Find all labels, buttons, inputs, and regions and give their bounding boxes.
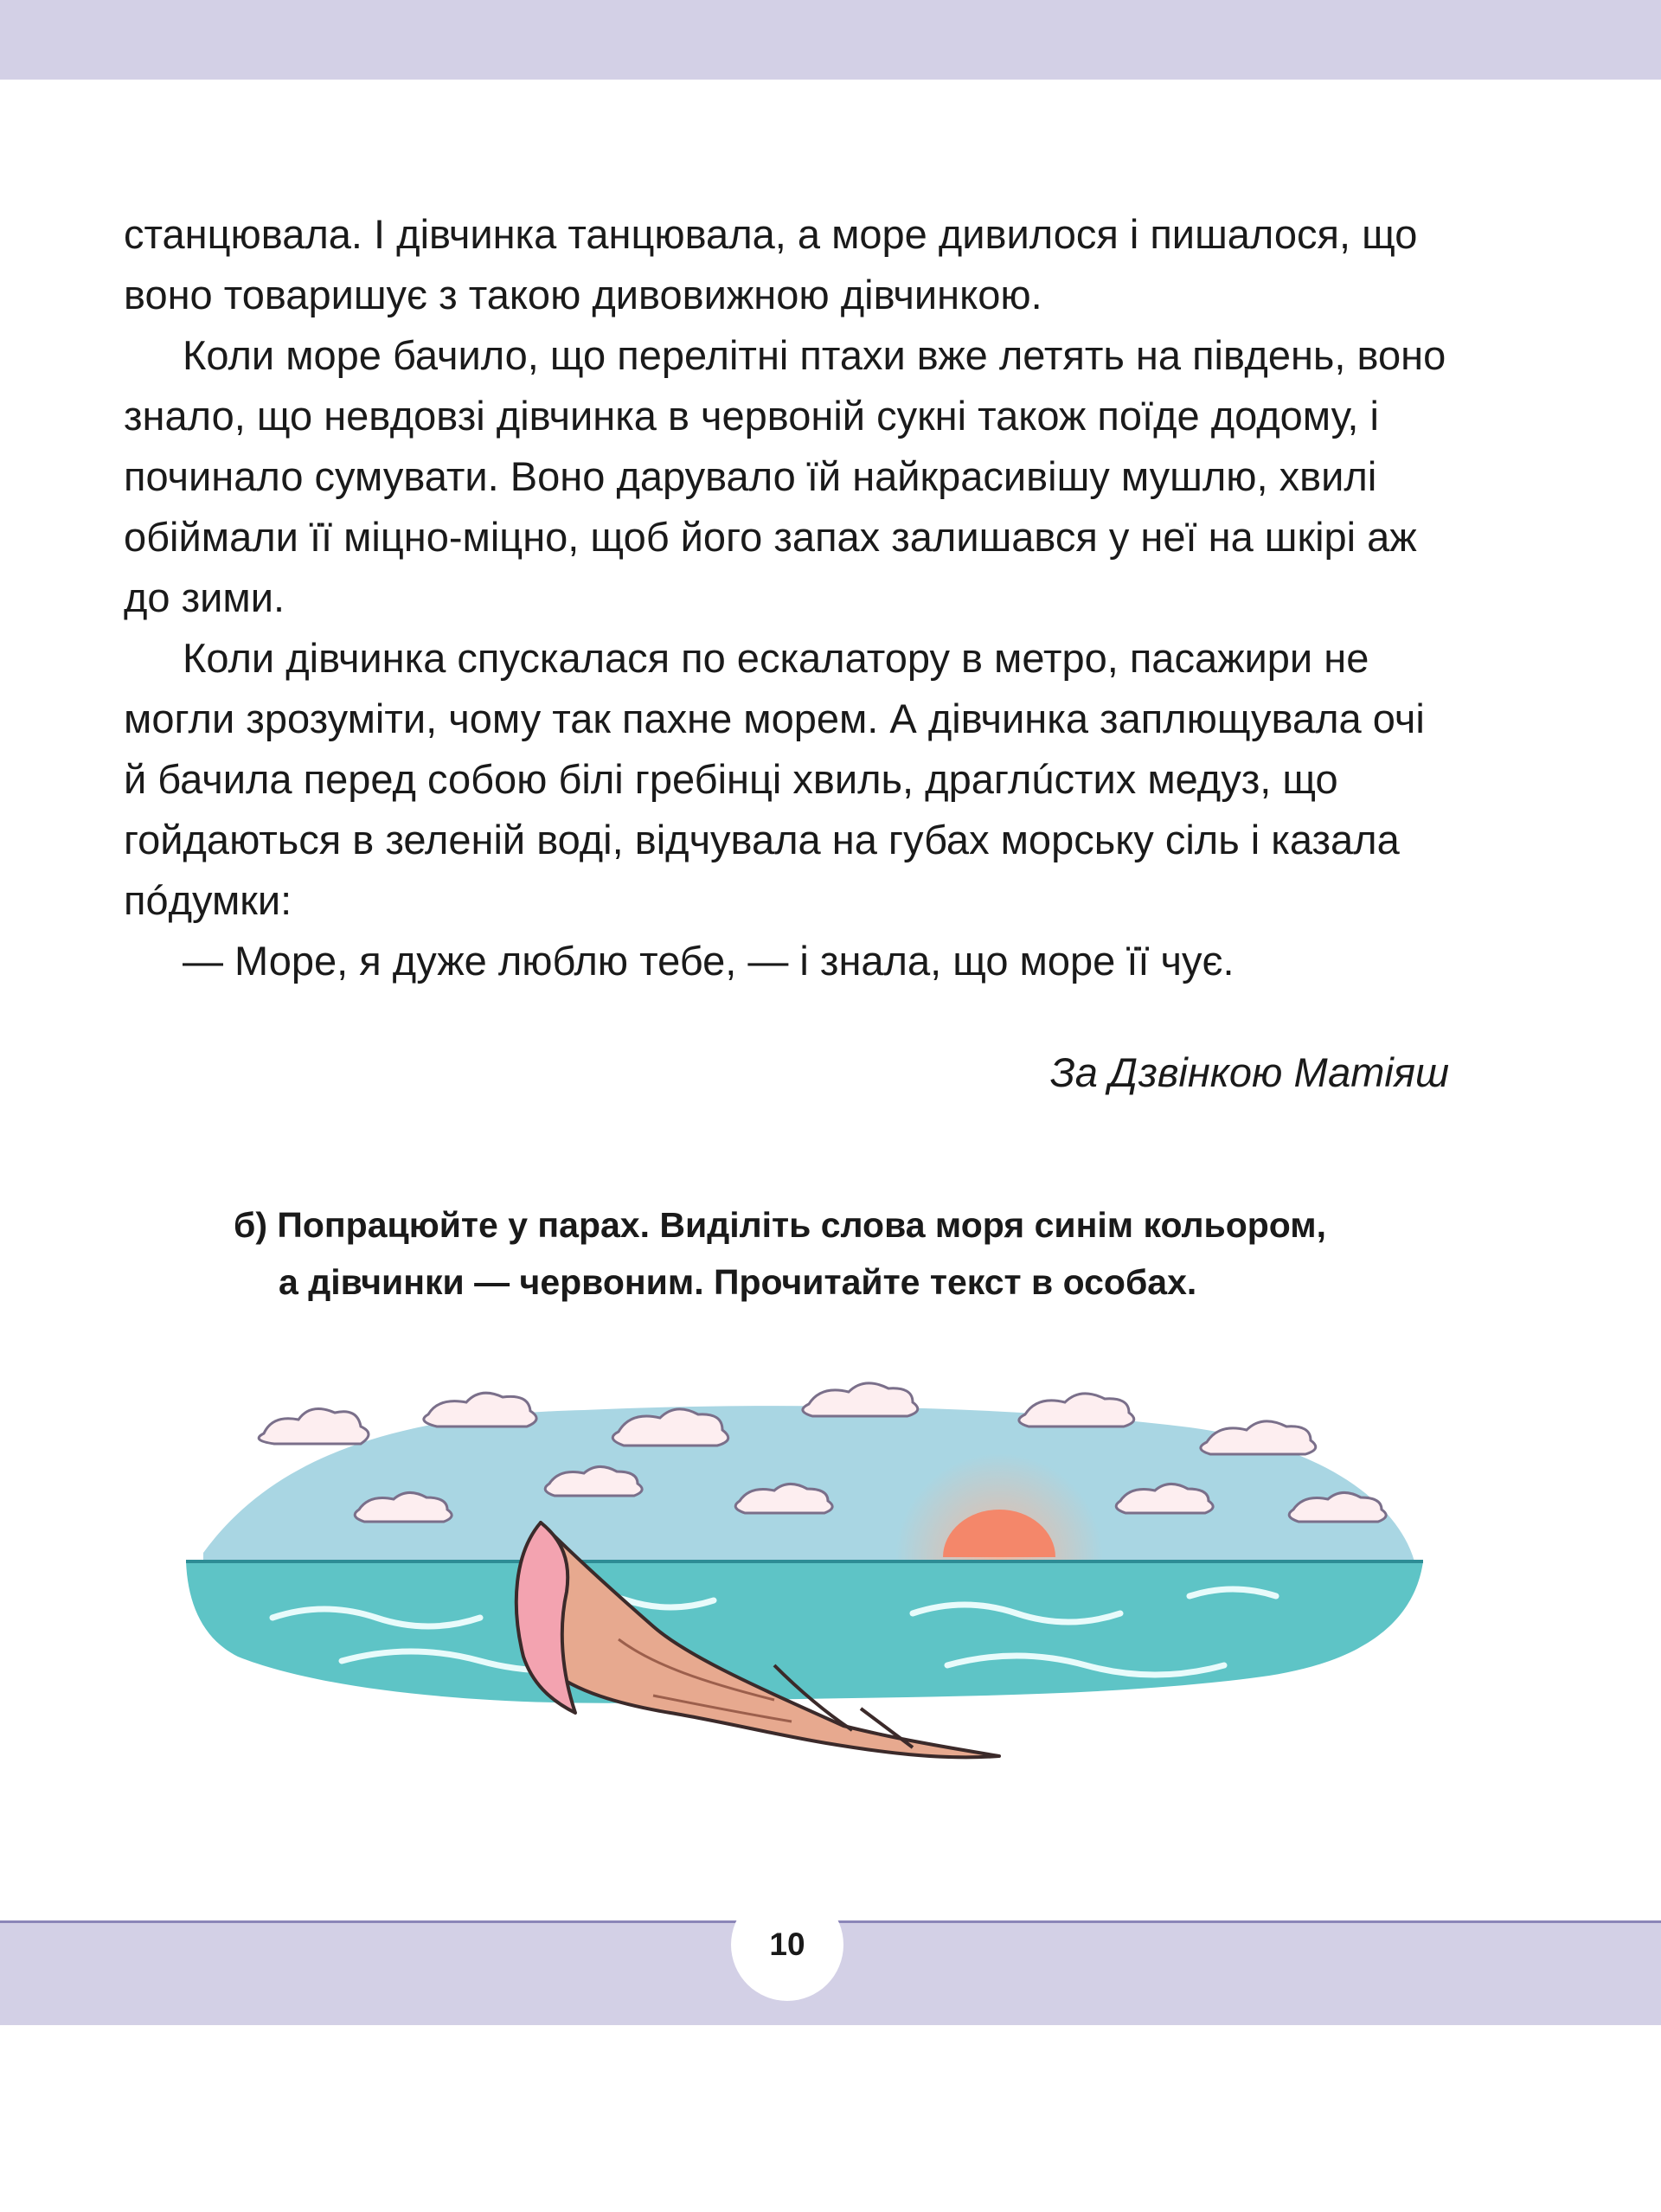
task-instruction (234, 1196, 1462, 1311)
top-header-band (0, 0, 1661, 80)
page-number: 10 (731, 1888, 843, 2001)
story-paragraph-2: Коли море бачило, що перелітні птахи вже летять на південь, воно знало, що невдовзі дівчинка в червоній сукні також поїде додому, і починало сумувати. Воно дарувало їй найкрасивішу мушлю, хвилі обіймали її міцно-міцно, щоб його запах залишався у неї на шкірі аж до зими. (124, 332, 1446, 620)
seashell-seascape-icon (169, 1380, 1427, 1778)
task-line-1: б) Попрацюйте у парах. Виділіть слова моря синім кольором, (234, 1205, 1327, 1245)
task-line-2: а дівчинки — червоним. Прочитайте текст в особах. (279, 1262, 1197, 1302)
story-paragraph-1: станцювала. І дівчинка танцювала, а море дивилося і пишалося, що воно товаришує з такою дивовижною дівчинкою. (124, 211, 1418, 317)
story-text (124, 204, 1449, 991)
story-paragraph-4: — Море, я дуже люблю тебе, — і знала, що море її чує. (183, 938, 1235, 984)
story-paragraph-3: Коли дівчинка спускалася по ескалатору в метро, пасажири не могли зрозуміти, чому так пахне морем. А дівчинка заплющувала очі й бачила перед собою білі гребінці хвиль, драглúстих медуз, що гойдаються в зеленій воді, відчувала на губах морську сіль і казала пóдумки: (124, 635, 1425, 923)
story-author: За Дзвінкою Матіяш (1049, 1049, 1449, 1095)
